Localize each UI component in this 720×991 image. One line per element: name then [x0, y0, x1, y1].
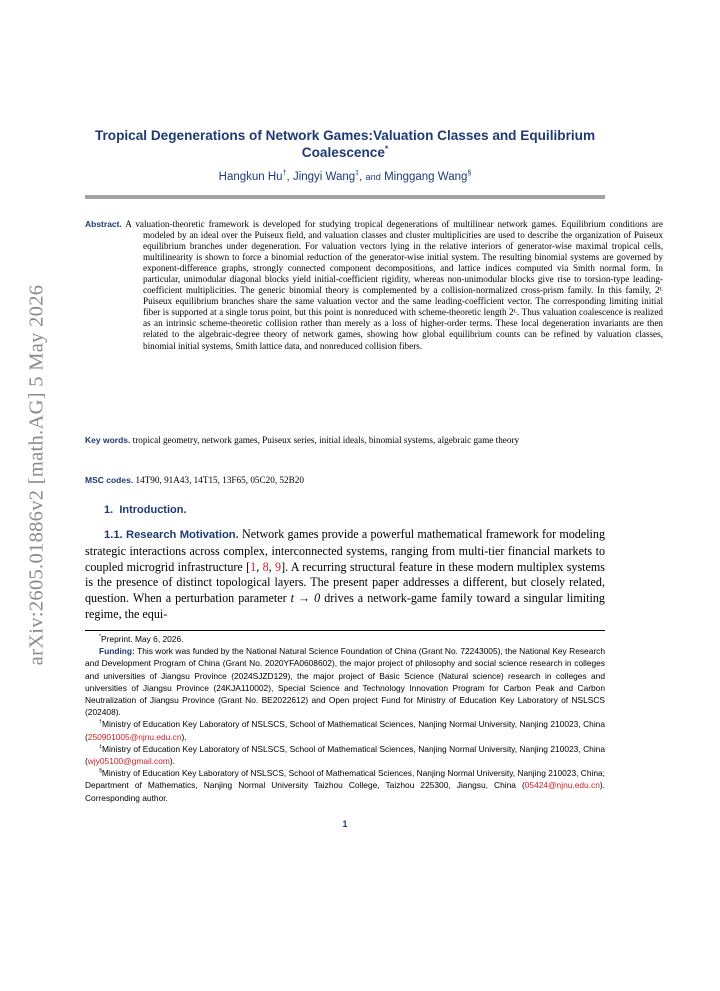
section-heading [104, 504, 187, 516]
footnote-tail: ). [169, 756, 175, 767]
footnote-funding [85, 645, 605, 718]
footnote-text: Ministry of Education Key Laboratory of NSLSCS, School of Mathematical Sciences, Nanjing Normal University, Nanjing 210023, China ( [85, 719, 605, 742]
keywords-label: Key words. [85, 435, 131, 445]
abstract-label: Abstract. [85, 219, 122, 229]
funding-label: Funding: [99, 646, 135, 657]
footnote-affiliation [85, 743, 605, 767]
subsection-heading [104, 529, 239, 541]
footnotes [85, 633, 605, 804]
footnote-mark: * [99, 634, 102, 641]
title-footnote-mark: * [384, 143, 389, 154]
email-link[interactable]: wjy05100@gmail.com [87, 756, 170, 767]
author-name: Hangkun Hu [218, 171, 283, 183]
section-title: Introduction. [119, 504, 187, 516]
footnote-rule [85, 630, 605, 631]
body-text-end: drives a network-game family toward a singular limiting regime, the equi- [85, 591, 605, 621]
footnote-tail: ). Corresponding author. [85, 780, 605, 803]
footnote-mark: † [99, 719, 103, 726]
page-number: 1 [342, 819, 348, 829]
email-link[interactable]: 05424@njnu.edu.cn [524, 780, 600, 791]
msc-codes [85, 475, 605, 486]
msc-text: 14T90, 91A43, 14T15, 13F65, 05C20, 52B20 [135, 475, 304, 485]
authors-and: and [365, 172, 381, 182]
citation-link[interactable]: 8 [262, 559, 269, 574]
title-block [85, 127, 605, 183]
author-footnote-mark: † [282, 169, 287, 178]
author-separator: , [359, 171, 366, 183]
paper-title-text: Tropical Degenerations of Network Games:Valuation Classes and Equilibrium Coalescence [94, 128, 596, 160]
author-name: Jingyi Wang [292, 171, 356, 183]
citation-link[interactable]: 1 [250, 559, 257, 574]
keywords [85, 435, 663, 446]
abstract [85, 219, 663, 352]
footnote-text: Ministry of Education Key Laboratory of NSLSCS, School of Mathematical Sciences, Nanjing Normal University, Nanjing 210023, China ( [85, 743, 605, 767]
footnote-mark: § [99, 768, 102, 775]
math-inline: t → 0 [290, 591, 321, 606]
email-link[interactable]: 250901005@njnu.edu.cn [87, 731, 182, 742]
arxiv-identifier-stamp: arXiv:2605.01886v2 [math.AG] 5 May 2026 [25, 284, 48, 666]
author-footnote-mark: § [467, 169, 472, 178]
section-number: 1. [104, 504, 114, 516]
paper-title [85, 127, 605, 161]
subsection-number: 1.1. [104, 529, 123, 541]
msc-label: MSC codes. [85, 475, 134, 485]
body-text-start: Network games provide a powerful mathematical framework for modeling strategic interactions across complex, interconnected systems, ranging from multi-tier financial markets to coupled microgrid infrastructure [ [85, 527, 606, 574]
footnote-affiliation [85, 718, 605, 742]
subsection-title: Research Motivation. [126, 529, 239, 541]
title-rule [85, 195, 605, 199]
citation-link[interactable]: 9 [275, 559, 282, 574]
body-text-middle: ]. A recurring structural feature in these modern multiplex systems is the presence of distinct topological layers. The present paper addresses a different, but closely related, question. When a perturbation parameter [85, 559, 606, 606]
footnote-preprint [85, 633, 605, 645]
keywords-text: tropical geometry, network games, Puiseux series, initial ideals, binomial systems, algebraic game theory [132, 435, 520, 445]
footnote-text: Ministry of Education Key Laboratory of NSLSCS, School of Mathematical Sciences, Nanjing Normal University, Nanjing 210023, China; Department of Mathematics, Nanjing Normal University Taizhou College, Taizhou 225300, Jiangsu, China ( [85, 768, 605, 791]
footnote-tail: ). [181, 731, 187, 742]
abstract-text: A valuation-theoretic framework is developed for studying tropical degenerations of multilinear network games. Equilibrium conditions are modeled by an ideal over the Puiseux field, and valuation classes and cluster multiplicities are used to describe the organization of Puiseux equilibrium branches under degeneration. For valuation vectors lying in the relative interiors of generator-wise maximal tropical cells, multilinearity is shown to force a binomial reduction of the generator-wise initial system. The resulting binomial systems are governed by exponent-difference graphs, strongly connected component decompositions, and lattice indices computed via Smith normal form. In particular, unimodular diagonal blocks yield initial-coefficient rigidity, whereas non-unimodular blocks give rise to torsion-type leading-coefficient multiplicities. The generic binomial theory is complemented by a collision-normalized cross-prism family. In this family, 2ᴸ Puiseux equilibrium branches share the same valuation vector and the same leading-coefficient vector. The corresponding limiting initial fiber is supported at a single torus point, but this point is nonreduced with scheme-theoretic length 2ᴸ. Thus valuation coalescence is realized as an intrinsic scheme-theoretic collision rather than merely as a loss of higher-order terms. These local degeneration invariants are then related to the algebraic-degree theory of network games, showing how global equilibrium counts can be refined by valuation classes, binomial initial systems, Smith lattice data, and nonreduced collision fibers. [125, 219, 663, 351]
footnote-text: Preprint. May 6, 2026. [101, 634, 184, 644]
author-separator: , [286, 171, 293, 183]
footnote-text: This work was funded by the National Natural Science Foundation of China (Grant No. 72243005), the National Key Research and Development Program of China (Grant No. 2020YFA0608602), the major project of philosophy and social science research in colleges and universities of Jiangsu Province (2024SJZD129), the major project of Basic Science (Natural science) research in colleges and universities of Jiangsu Province (24KJA110002), Special Science and Technology Innovation Program for Carbon Peak and Carbon Neutralization of Jiangsu Province (Grant No. BE2022612) and Open project Fund for Ministry of Education Key Laboratory of NSLSCS (202408). [85, 646, 605, 718]
footnote-affiliation [85, 767, 605, 804]
author-footnote-mark: ‡ [355, 169, 360, 178]
author-line [85, 171, 605, 183]
footnote-mark: ‡ [99, 744, 103, 751]
author-name: Minggang Wang [384, 171, 468, 183]
body-paragraph: 1.1. Research Motivation. Network games provide a powerful mathematical framework for modeling strategic interactions across complex, interconnected systems, ranging from multi-tier financial markets to coupled microgrid infrastructure [1, 8, 9]. A recurring structural feature in these modern multiplex systems is the presence of distinct topological layers. The present paper addresses a different, but closely related, question. When a perturbation parameter t → 0 drives a network-game family toward a singular limiting regime, the equi- [85, 527, 606, 621]
